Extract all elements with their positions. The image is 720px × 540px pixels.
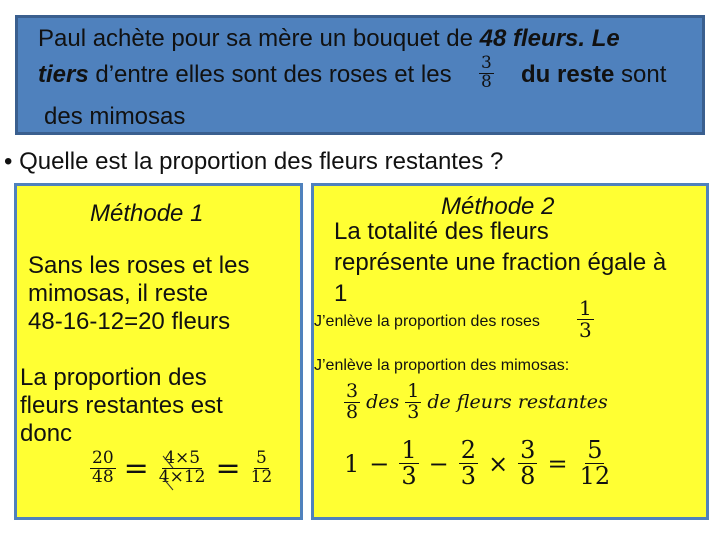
calc-fraction-5-12: $\frac{5}{12}$ bbox=[579, 436, 611, 491]
method-2-calculation: 1 − $\frac{1}{3}$ − $\frac{2}{3}$ × $\frac{3}{8}$ = $\frac{5}{12}$ bbox=[344, 436, 611, 491]
intro-line-2-end: du reste sont bbox=[521, 61, 667, 88]
method-1-paragraph-2: La proportion des fleurs restantes est donc bbox=[20, 364, 223, 447]
equals-sign: = bbox=[215, 450, 241, 486]
fraction-20-48: $\frac{20}{48}$ bbox=[92, 448, 114, 487]
intro-line-3: des mimosas bbox=[44, 103, 186, 130]
calc-fraction-1-3: $\frac{1}{3}$ bbox=[401, 436, 417, 491]
fraction-simplification: $\frac{4\times 5}{4\times 12}$ bbox=[157, 450, 208, 487]
method-1-title: Méthode 1 bbox=[90, 200, 204, 227]
intro-line-1-text: Paul achète pour sa mère un bouquet de bbox=[38, 25, 480, 52]
mimosas-line: J’enlève la proportion des mimosas: bbox=[314, 357, 570, 374]
intro-line-1 bbox=[38, 24, 620, 54]
method-1-equation bbox=[90, 450, 274, 487]
question-text: • Quelle est la proportion des fleurs restantes ? bbox=[4, 148, 504, 175]
calc-fraction-2-3: $\frac{2}{3}$ bbox=[460, 436, 477, 491]
intro-line-2 bbox=[38, 60, 452, 90]
cancel-strike-icon bbox=[157, 450, 217, 494]
intro-line-2-text: d’entre elles sont des roses et les bbox=[88, 61, 452, 88]
method-1-paragraph-1: Sans les roses et les mimosas, il reste 48-16-12=20 fleurs bbox=[28, 252, 250, 335]
remaining-fraction-ref: $\frac{1}{3}$ bbox=[407, 380, 420, 423]
roses-fraction: $\frac{1}{3}$ bbox=[579, 296, 592, 342]
mimosa-fraction: $\frac{3}{8}$ bbox=[481, 53, 492, 92]
intro-line-1-emphasis: 48 fleurs. Le bbox=[479, 25, 620, 52]
fraction-5-12: $\frac{5}{12}$ bbox=[250, 448, 273, 487]
calc-fraction-3-8: $\frac{3}{8}$ bbox=[520, 436, 536, 491]
roses-line: J’enlève la proportion des roses bbox=[314, 313, 540, 330]
intro-line-2-bold: du reste bbox=[521, 61, 615, 88]
mimosas-expression: $\frac{3}{8}$ des $\frac{1}{3}$ de fleurs restantes bbox=[346, 380, 608, 423]
method-2-paragraph: La totalité des fleurs représente une fraction égale à 1 bbox=[334, 218, 667, 307]
equals-sign: = bbox=[123, 450, 149, 486]
method-2-title: Méthode 2 bbox=[441, 193, 555, 220]
intro-line-2-emphasis: tiers bbox=[38, 61, 89, 88]
mimosas-fraction: $\frac{3}{8}$ bbox=[346, 380, 359, 423]
